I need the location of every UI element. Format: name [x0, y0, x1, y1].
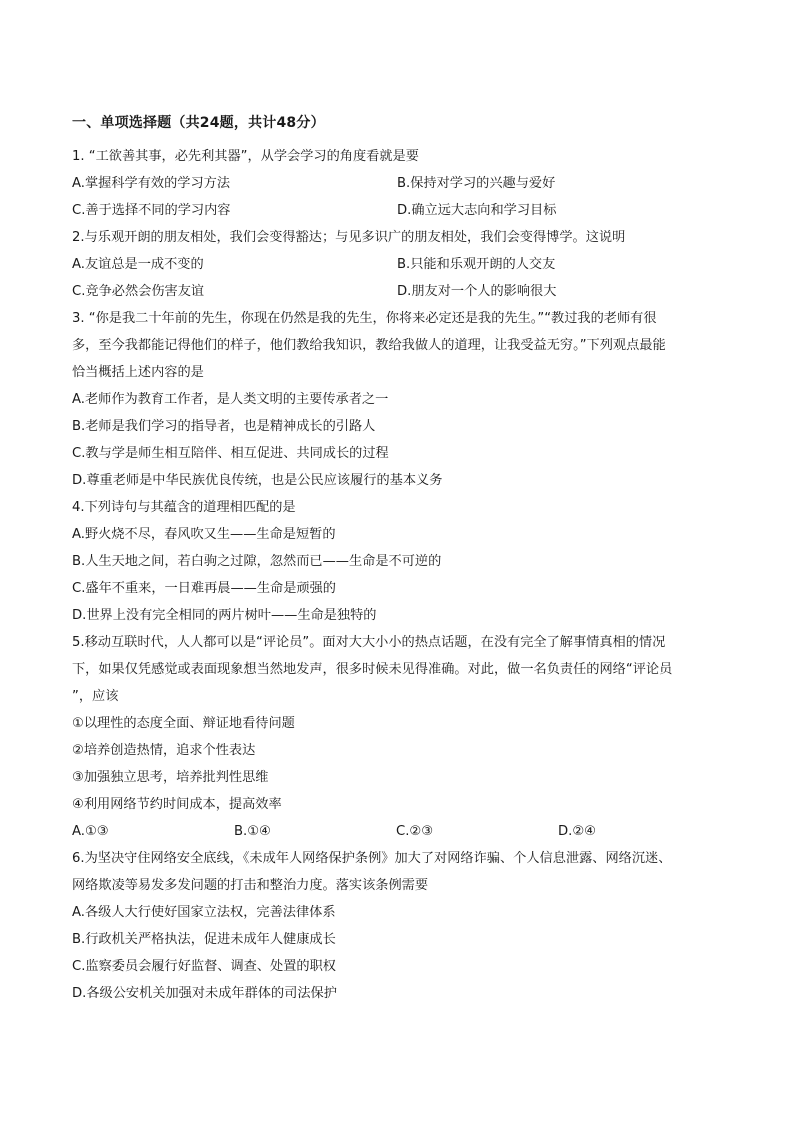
question-4-option-a[interactable]: A.野火烧不尽，春风吹又生——生命是短暂的 — [72, 527, 336, 542]
question-6-option-c[interactable]: C.监察委员会履行好监督、调查、处置的职权 — [72, 959, 336, 974]
question-3-stem-line-3: 恰当概括上述内容的是 — [72, 365, 204, 380]
question-6-stem-line-1: 6.为坚决守住网络安全底线，《未成年人网络保护条例》加大了对网络诈骗、个人信息泄露、网络沉迷、 — [72, 851, 672, 866]
section-title: 一、单项选择题（共24题，共计48分） — [72, 115, 325, 131]
question-4-option-b[interactable]: B.人生天地之间，若白驹之过隙，忽然而已——生命是不可逆的 — [72, 554, 442, 569]
question-3-option-b[interactable]: B.老师是我们学习的指导者，也是精神成长的引路人 — [72, 419, 376, 434]
question-6-stem-line-2: 网络欺凌等易发多发问题的打击和整治力度。落实该条例需要 — [72, 878, 429, 893]
question-1-option-a[interactable]: A.掌握科学有效的学习方法 — [72, 176, 231, 191]
question-5-stem-line-1: 5.移动互联时代，人人都可以是“评论员”。面对大大小小的热点话题，在没有完全了解事情真相的情况 — [72, 635, 666, 650]
question-2-option-a[interactable]: A.友谊总是一成不变的 — [72, 257, 204, 272]
question-6-option-b[interactable]: B.行政机关严格执法，促进未成年人健康成长 — [72, 932, 336, 947]
question-3-option-d[interactable]: D.尊重老师是中华民族优良传统，也是公民应该履行的基本义务 — [72, 473, 443, 488]
question-2-option-c[interactable]: C.竞争必然会伤害友谊 — [72, 284, 205, 299]
question-5-item-4: ④利用网络节约时间成本，提高效率 — [72, 797, 282, 812]
question-1-stem: 1. “工欲善其事，必先利其器”，从学会学习的角度看就是要 — [72, 149, 419, 164]
question-5-option-b[interactable]: B.①④ — [234, 824, 271, 839]
question-5-option-d[interactable]: D.②④ — [558, 824, 596, 839]
question-5-option-c[interactable]: C.②③ — [396, 824, 434, 839]
question-4-stem: 4.下列诗句与其蕴含的道理相匹配的是 — [72, 500, 296, 515]
question-5-item-1: ①以理性的态度全面、辩证地看待问题 — [72, 716, 295, 731]
question-6-option-a[interactable]: A.各级人大行使好国家立法权，完善法律体系 — [72, 905, 336, 920]
question-1-options-row-1 — [72, 170, 722, 197]
question-6-option-d[interactable]: D.各级公安机关加强对未成年群体的司法保护 — [72, 986, 337, 1001]
question-list — [72, 143, 722, 1007]
question-5-stem-line-2: 下，如果仅凭感觉或表面现象想当然地发声，很多时候未见得准确。对此，做一名负责任的网络“评论员 — [72, 662, 673, 677]
question-1-option-b[interactable]: B.保持对学习的兴趣与爱好 — [397, 176, 556, 191]
question-2-options-row-1 — [72, 251, 722, 278]
question-2-stem: 2.与乐观开朗的朋友相处，我们会变得豁达；与见多识广的朋友相处，我们会变得博学。这说明 — [72, 230, 626, 245]
question-3-option-a[interactable]: A.老师作为教育工作者，是人类文明的主要传承者之一 — [72, 392, 389, 407]
question-5-option-a[interactable]: A.①③ — [72, 824, 109, 839]
question-4-option-d[interactable]: D.世界上没有完全相同的两片树叶——生命是独特的 — [72, 608, 377, 623]
question-2-option-d[interactable]: D.朋友对一个人的影响很大 — [397, 284, 557, 299]
question-1-options-row-2 — [72, 197, 722, 224]
question-5-stem-line-3: ”，应该 — [72, 689, 119, 704]
question-5-item-3: ③加强独立思考，培养批判性思维 — [72, 770, 269, 785]
question-3-stem-line-1: 3. “你是我二十年前的先生，你现在仍然是我的先生，你将来必定还是我的先生。”“教过我的老师有很 — [72, 311, 657, 326]
question-5-item-2: ②培养创造热情，追求个性表达 — [72, 743, 256, 758]
question-1-option-c[interactable]: C.善于选择不同的学习内容 — [72, 203, 231, 218]
question-4-option-c[interactable]: C.盛年不重来，一日难再晨——生命是顽强的 — [72, 581, 336, 596]
question-3-stem-line-2: 多，至今我都能记得他们的样子，他们教给我知识，教给我做人的道理，让我受益无穷。”下列观点最能 — [72, 338, 666, 353]
question-2-option-b[interactable]: B.只能和乐观开朗的人交友 — [397, 257, 556, 272]
question-5-options-row — [72, 818, 722, 845]
question-2-options-row-2 — [72, 278, 722, 305]
question-3-option-c[interactable]: C.教与学是师生相互陪伴、相互促进、共同成长的过程 — [72, 446, 389, 461]
question-1-option-d[interactable]: D.确立远大志向和学习目标 — [397, 203, 557, 218]
